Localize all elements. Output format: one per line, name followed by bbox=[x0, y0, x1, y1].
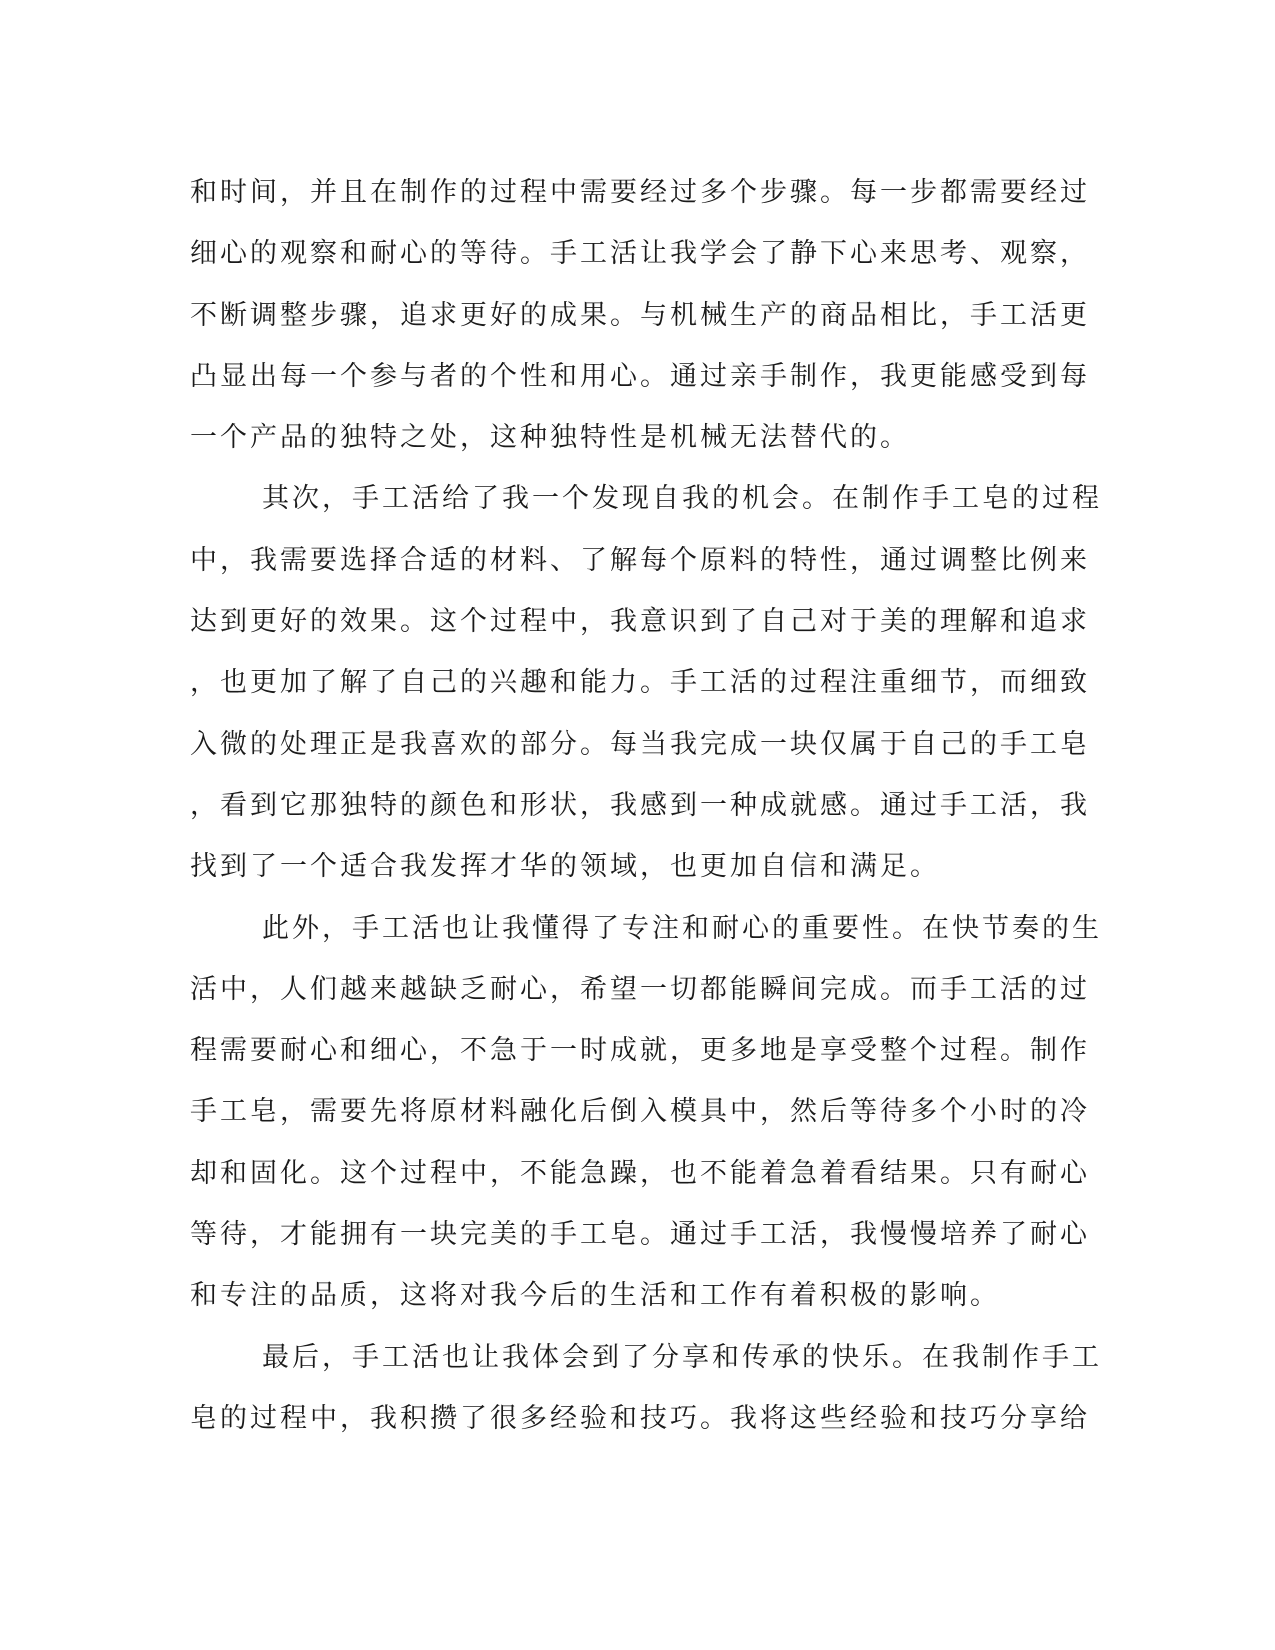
text-line: 等待，才能拥有一块完美的手工皂。通过手工活，我慢慢培养了耐心 bbox=[190, 1219, 1090, 1251]
text-line: 和专注的品质，这将对我今后的生活和工作有着积极的影响。 bbox=[190, 1280, 1000, 1312]
paragraph-first-line: 最后，手工活也让我体会到了分享和传承的快乐。在我制作手工 bbox=[262, 1341, 1102, 1373]
text-line: 和时间，并且在制作的过程中需要经过多个步骤。每一步都需要经过 bbox=[190, 177, 1090, 208]
text-line: 找到了一个适合我发挥才华的领域，也更加自信和满足。 bbox=[190, 851, 940, 883]
text-line: 细心的观察和耐心的等待。手工活让我学会了静下心来思考、观察， bbox=[190, 238, 1090, 270]
paragraph-first-line: 其次，手工活给了我一个发现自我的机会。在制作手工皂的过程 bbox=[262, 483, 1102, 515]
paragraph-first-line: 此外，手工活也让我懂得了专注和耐心的重要性。在快节奏的生 bbox=[262, 912, 1102, 944]
text-line: 皂的过程中，我积攒了很多经验和技巧。我将这些经验和技巧分享给 bbox=[190, 1402, 1090, 1434]
text-line: 中，我需要选择合适的材料、了解每个原料的特性，通过调整比例来 bbox=[190, 544, 1090, 576]
text-line: 手工皂，需要先将原材料融化后倒入模具中，然后等待多个小时的冷 bbox=[190, 1096, 1090, 1128]
text-line: 活中，人们越来越缺乏耐心，希望一切都能瞬间完成。而手工活的过 bbox=[190, 973, 1090, 1005]
text-line: 入微的处理正是我喜欢的部分。每当我完成一块仅属于自己的手工皂 bbox=[190, 728, 1090, 760]
text-line: 达到更好的效果。这个过程中，我意识到了自己对于美的理解和追求 bbox=[190, 606, 1090, 638]
body-text bbox=[190, 162, 1102, 1449]
text-line: 程需要耐心和细心，不急于一时成就，更多地是享受整个过程。制作 bbox=[190, 1035, 1090, 1067]
text-line: 不断调整步骤，追求更好的成果。与机械生产的商品相比，手工活更 bbox=[190, 299, 1090, 331]
text-line: ，看到它那独特的颜色和形状，我感到一种成就感。通过手工活，我 bbox=[190, 789, 1090, 821]
text-line: 却和固化。这个过程中，不能急躁，也不能着急着看结果。只有耐心 bbox=[190, 1157, 1090, 1189]
text-line: ，也更加了解了自己的兴趣和能力。手工活的过程注重细节，而细致 bbox=[190, 667, 1090, 699]
text-line: 一个产品的独特之处，这种独特性是机械无法替代的。 bbox=[190, 422, 910, 454]
text-line: 凸显出每一个参与者的个性和用心。通过亲手制作，我更能感受到每 bbox=[190, 360, 1090, 392]
